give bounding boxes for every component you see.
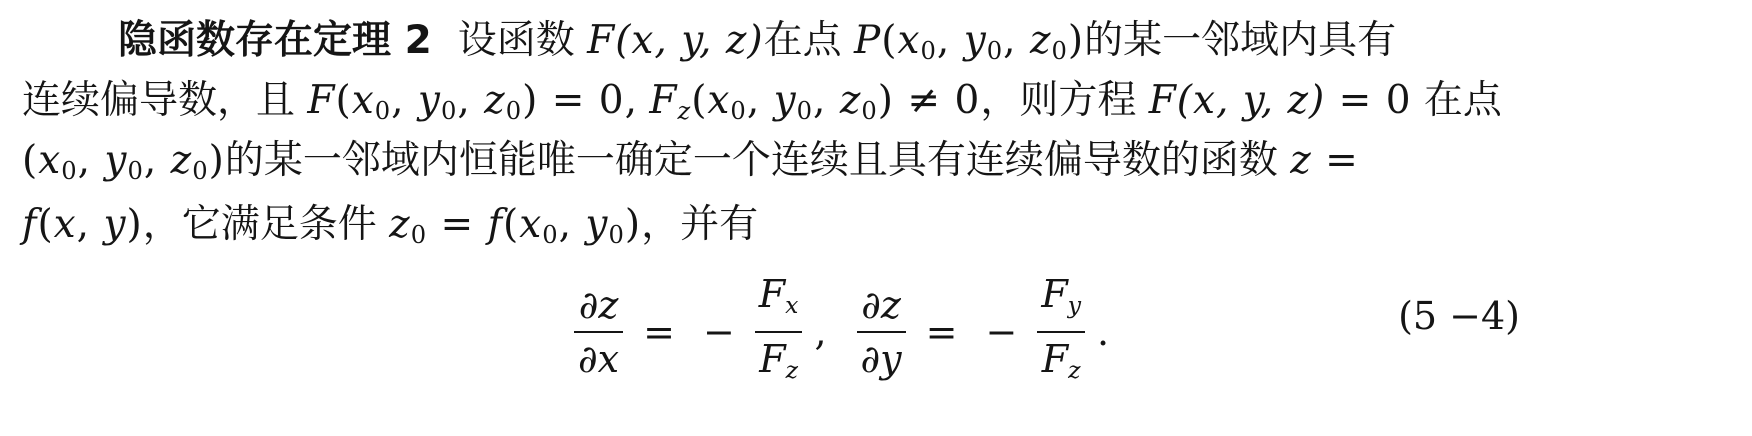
equals-sign: =	[643, 309, 675, 354]
math-condition-z0: $z_0 = f(x_0$, $y_0$)	[389, 202, 642, 250]
fraction-dz-dy: $\frac{\partial z}{\partial y}$	[857, 279, 906, 385]
math-point-coords: ($x_0$, $y_0$, $z_0$)	[22, 138, 225, 186]
text-line-4	[22, 198, 758, 262]
math-equation-F-eq-zero: F(x, y, z) = 0	[1148, 78, 1412, 123]
text-segment: ，它满足条件	[142, 202, 377, 247]
comma: ,	[814, 309, 827, 354]
minus-sign: −	[702, 309, 735, 354]
period: .	[1097, 309, 1110, 354]
display-formula	[568, 268, 1109, 396]
text-segment: ，并有	[641, 202, 759, 247]
text-line-3	[22, 134, 1359, 198]
text-segment: 连续偏导数，且	[22, 78, 296, 123]
math-point-P: $P(x_0$, $y_0$, $z_0$)	[854, 18, 1085, 66]
text-segment: 在点	[763, 18, 842, 63]
text-segment: ，则方程	[980, 78, 1137, 123]
minus-sign: −	[985, 309, 1018, 354]
fraction-dz-dx: $\frac{\partial z}{\partial x}$	[574, 279, 623, 385]
text-segment: 的某一邻域内具有	[1084, 18, 1397, 63]
text-line-2: 连续偏导数，且 $F(x_0$, $y_0$, $z_0) = 0$, $F_z(x_0$, $y_0$, $z_0) \ne 0$，则方程 F(x, y, z) = 0 在点	[22, 78, 1502, 126]
math-F-at-P-eq-zero: $F(x_0$, $y_0$, $z_0) = 0$	[307, 78, 625, 126]
text-segment: 的某一邻域内恒能唯一确定一个连续且具有连续偏导数的函数	[224, 138, 1278, 183]
text-line-1	[118, 14, 1396, 78]
math-z-eq: z =	[1290, 138, 1359, 183]
theorem-label: 隐函数存在定理 2	[118, 18, 432, 63]
equals-sign: =	[925, 309, 958, 354]
text-segment: 在点	[1423, 78, 1502, 123]
fraction-Fy-Fz: $\frac{F_y}{F_z}$	[1037, 268, 1085, 396]
math-f-xy: f(x, y)	[22, 202, 143, 247]
math-F-xyz: F(x, y, z)	[587, 18, 764, 63]
fraction-Fx-Fz: $\frac{F_x}{F_z}$	[755, 268, 803, 396]
text-segment: 设函数	[457, 18, 575, 63]
math-Fz-neq-zero: $F_z(x_0$, $y_0$, $z_0) \ne 0$	[649, 78, 981, 126]
equation-number: (5 −4)	[1398, 294, 1520, 338]
